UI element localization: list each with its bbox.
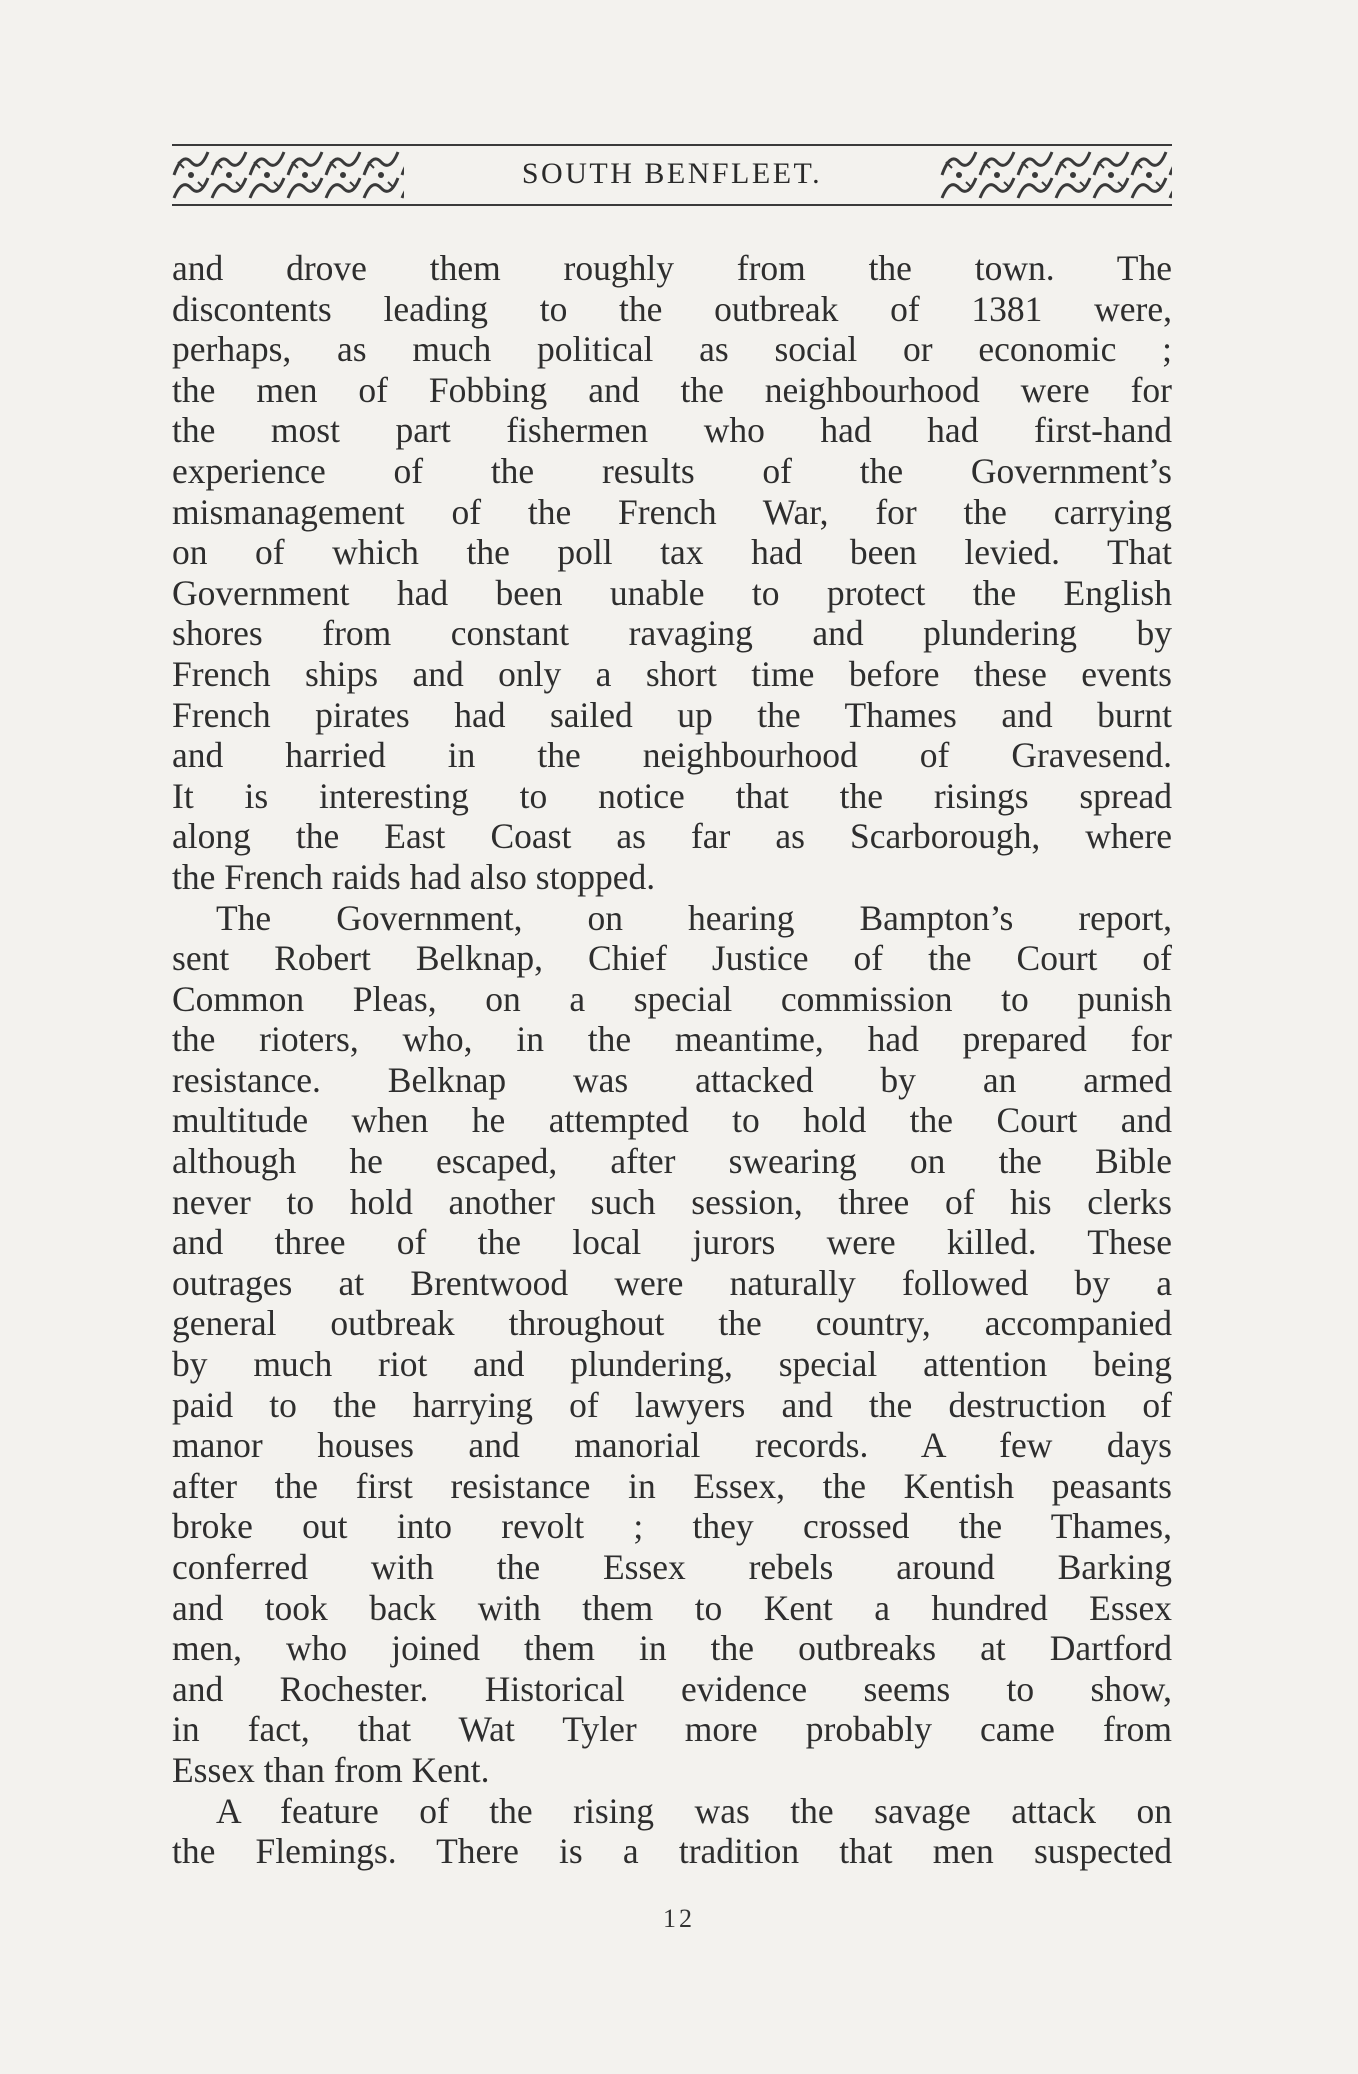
text-line: experience of the results of the Government’s: [172, 450, 1172, 491]
text-line: the men of Fobbing and the neighbourhood were for: [172, 369, 1172, 410]
text-line: A feature of the rising was the savage attack on: [216, 1790, 1172, 1831]
text-line: by much riot and plundering, special attention being: [172, 1344, 1172, 1385]
text-line: and harried in the neighbourhood of Gravesend.: [172, 735, 1172, 776]
text-line: Common Pleas, on a special commission to punish: [172, 978, 1172, 1019]
paragraph: [172, 1791, 1172, 1872]
text-line: never to hold another such session, three of his clerks: [172, 1181, 1172, 1222]
ornament-right-icon: [940, 148, 1172, 202]
text-line: and Rochester. Historical evidence seems to show,: [172, 1668, 1172, 1709]
ornament-left-icon: [172, 148, 404, 202]
text-line: along the East Coast as far as Scarborough, where: [172, 816, 1172, 857]
running-head: SOUTH BENFLEET.: [521, 157, 823, 190]
paragraph: [172, 898, 1172, 1791]
text-line: discontents leading to the outbreak of 1381 were,: [172, 288, 1172, 329]
text-line: Essex than from Kent.: [172, 1749, 490, 1790]
text-line: in fact, that Wat Tyler more probably came from: [172, 1709, 1172, 1750]
page-header: [172, 144, 1172, 206]
body-text: [172, 248, 1172, 1872]
text-line: The Government, on hearing Bampton’s report,: [216, 897, 1172, 938]
paragraph: [172, 248, 1172, 898]
text-line: outrages at Brentwood were naturally followed by a: [172, 1262, 1172, 1303]
text-line: and took back with them to Kent a hundred Essex: [172, 1587, 1172, 1628]
text-line: men, who joined them in the outbreaks at Dartford: [172, 1628, 1172, 1669]
text-line: and three of the local jurors were killed. These: [172, 1222, 1172, 1263]
text-line: after the first resistance in Essex, the Kentish peasants: [172, 1465, 1172, 1506]
page-number: 12: [663, 1904, 695, 1933]
text-line: the Flemings. There is a tradition that men suspected: [172, 1831, 1172, 1872]
text-line: Government had been unable to protect the English: [172, 572, 1172, 613]
text-line: mismanagement of the French War, for the carrying: [172, 491, 1172, 532]
text-line: shores from constant ravaging and plundering by: [172, 613, 1172, 654]
text-line: the rioters, who, in the meantime, had prepared for: [172, 1019, 1172, 1060]
text-line: general outbreak throughout the country, accompanied: [172, 1303, 1172, 1344]
header-rule-bottom: [172, 204, 1172, 206]
text-line: the most part fishermen who had had first-hand: [172, 410, 1172, 451]
text-line: French pirates had sailed up the Thames and burnt: [172, 694, 1172, 735]
text-line: paid to the harrying of lawyers and the destruction of: [172, 1384, 1172, 1425]
text-line: the French raids had also stopped.: [172, 856, 656, 897]
text-line: resistance. Belknap was attacked by an armed: [172, 1059, 1172, 1100]
header-rule-top: [172, 144, 1172, 146]
text-line: although he escaped, after swearing on the Bible: [172, 1141, 1172, 1182]
text-line: on of which the poll tax had been levied. That: [172, 532, 1172, 573]
text-line: perhaps, as much political as social or economic ;: [172, 329, 1172, 370]
text-line: It is interesting to notice that the risings spread: [172, 775, 1172, 816]
text-line: French ships and only a short time before these events: [172, 653, 1172, 694]
text-line: manor houses and manorial records. A few days: [172, 1425, 1172, 1466]
text-line: multitude when he attempted to hold the Court and: [172, 1100, 1172, 1141]
text-line: broke out into revolt ; they crossed the Thames,: [172, 1506, 1172, 1547]
text-line: conferred with the Essex rebels around Barking: [172, 1547, 1172, 1587]
text-line: and drove them roughly from the town. The: [172, 248, 1172, 288]
text-line: sent Robert Belknap, Chief Justice of the Court of: [172, 938, 1172, 979]
